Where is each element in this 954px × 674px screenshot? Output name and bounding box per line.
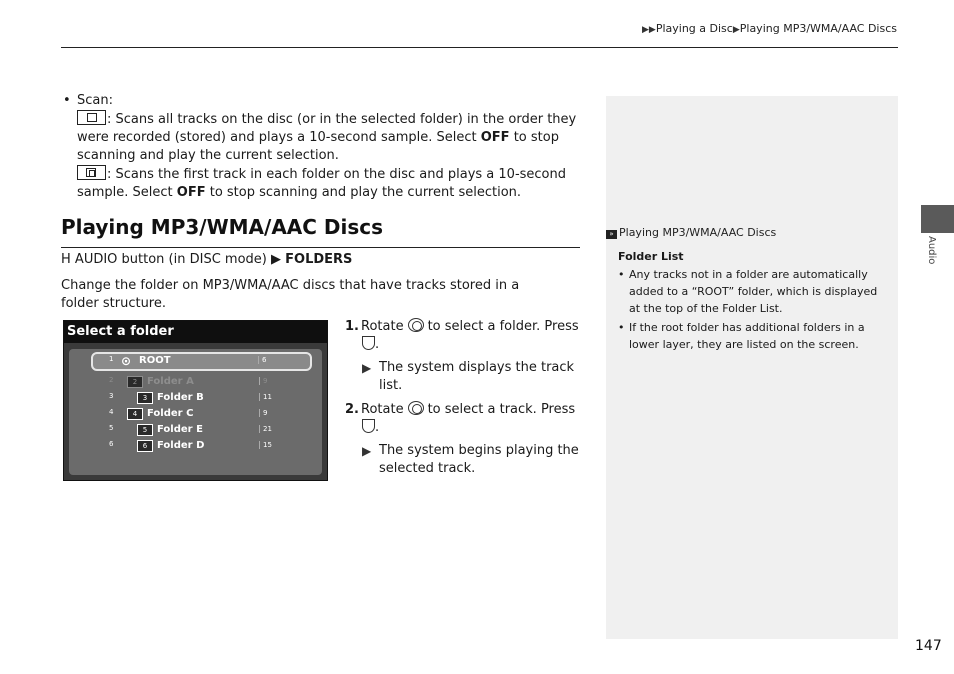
breadcrumb-arrow-icon: ▶▶ — [641, 25, 656, 35]
list-item[interactable]: 6 6 Folder D 15 — [69, 439, 322, 455]
screen-title: Select a folder — [64, 321, 327, 343]
breadcrumb — [642, 22, 897, 35]
home-icon: H — [61, 252, 71, 267]
title-divider — [61, 247, 580, 248]
scan-folder-icon — [77, 110, 106, 125]
folder-icon: 3 — [137, 392, 153, 404]
bullet-icon: • — [63, 93, 71, 108]
intro-text: Change the folder on MP3/WMA/AAC discs that have tracks stored in a folder structure. — [61, 278, 520, 311]
menu-path: H AUDIO button (in DISC mode) ▶ FOLDERS — [61, 252, 353, 267]
reference-icon: » — [606, 230, 617, 239]
side-tab-label: Audio — [926, 236, 937, 265]
sidebar-subheading: Folder List — [618, 250, 684, 263]
sidebar-header: » Playing MP3/WMA/AAC Discs — [606, 226, 776, 239]
scan-label: Scan — [77, 93, 109, 108]
folder-icon: 6 — [137, 440, 153, 452]
list-item[interactable]: 1 ⊙ ROOT 6 — [91, 352, 312, 371]
arrow-icon: ▶ — [271, 252, 281, 267]
screen-list — [69, 349, 322, 475]
notes-sidebar — [606, 96, 898, 639]
root-icon: ⊙ — [121, 354, 132, 368]
steps-list — [345, 318, 580, 478]
folder-icon: 2 — [127, 376, 143, 388]
folder-icon: 5 — [137, 424, 153, 436]
list-item[interactable]: 4 4 Folder C 9 — [69, 407, 322, 423]
arrow-icon: ▶ — [362, 444, 372, 458]
breadcrumb-item[interactable]: Playing a Disc — [655, 22, 733, 35]
list-item[interactable]: 3 3 Folder B 11 — [69, 391, 322, 407]
interface-dial-icon — [408, 318, 424, 332]
interface-dial-icon — [408, 401, 424, 415]
press-icon — [362, 419, 375, 433]
scan-disc-icon — [77, 165, 106, 180]
breadcrumb-item: Playing MP3/WMA/AAC Discs — [739, 22, 897, 35]
step-result: ▶ The system begins playing the selected track. — [362, 443, 579, 476]
list-item[interactable]: 5 5 Folder E 21 — [69, 423, 322, 439]
folder-icon: 4 — [127, 408, 143, 420]
list-item[interactable]: 2 2 Folder A 9 — [69, 375, 322, 391]
breadcrumb-arrow-icon: ▶ — [732, 25, 740, 35]
list-item: • Any tracks not in a folder are automatically added to a “ROOT” folder, which is displayed at the top of the Folder List. — [618, 268, 878, 315]
step-result: ▶ The system displays the track list. — [362, 360, 575, 393]
header-divider — [61, 47, 898, 48]
side-tab[interactable] — [921, 205, 954, 233]
folder-screen-image — [63, 320, 328, 481]
list-item: • If the root folder has additional folders in a lower layer, they are listed on the screen. — [618, 321, 865, 351]
scan-bullet: • Scan: : Scans all tracks on the disc (or in the selected folder) in the order they were recorded (stored) and plays a 10-second sample. Select OFF to stop scanning and play the current selection. : Scans the first track in each folder on the disc and plays a 10-second sample. Select OFF to stop scanning and play the current selection. — [63, 93, 577, 200]
bullet-icon: • — [618, 321, 625, 334]
press-icon — [362, 336, 375, 350]
bullet-icon: • — [618, 268, 625, 281]
scan-section — [61, 92, 579, 202]
page-number: 147 — [915, 638, 942, 654]
sidebar-list — [618, 266, 888, 355]
step-item: 2. Rotate to select a track. Press . — [345, 402, 576, 435]
page-title: Playing MP3/WMA/AAC Discs — [61, 215, 384, 239]
step-item: 1. Rotate to select a folder. Press . — [345, 319, 579, 352]
arrow-icon: ▶ — [362, 361, 372, 375]
